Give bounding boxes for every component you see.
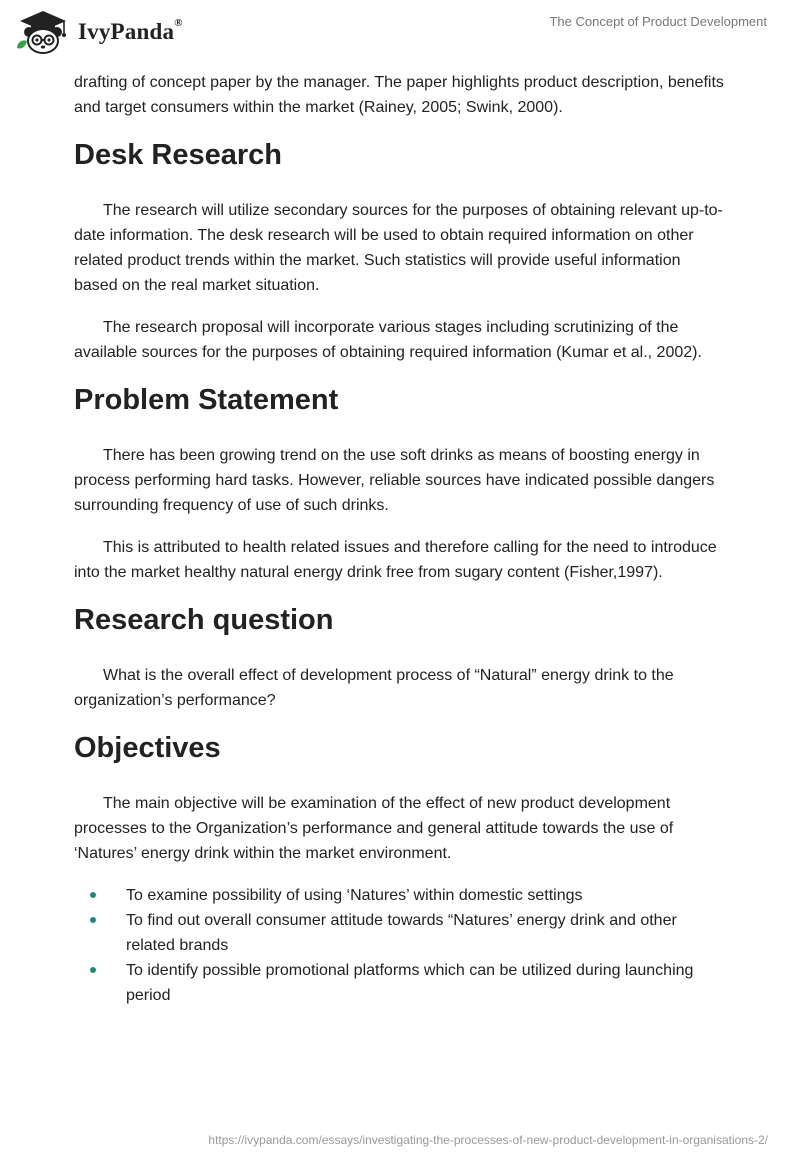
- paragraph: The main objective will be examination of the effect of new product development processes to the Organization’s performance and general attitude towards the use of ‘Natures’ energy drink within the market environment.: [74, 795, 674, 862]
- intro-paragraph: drafting of concept paper by the manager. The paper highlights product description, benefits and target consumers within the market (Rainey, 2005; Swink, 2000).: [74, 74, 724, 116]
- brand-name: IvyPanda®: [78, 17, 183, 44]
- paragraph: What is the overall effect of development process of “Natural” energy drink to the organization’s performance?: [74, 667, 674, 709]
- bullet-icon: [90, 967, 96, 973]
- objectives-list: [74, 883, 724, 1008]
- source-url[interactable]: https://ivypanda.com/essays/investigating-the-processes-of-new-product-development-in-organisations-2/: [208, 1133, 768, 1147]
- heading-problem-statement: Problem Statement: [74, 384, 339, 416]
- panda-graduate-icon: [14, 8, 72, 56]
- heading-desk-research: Desk Research: [74, 139, 282, 171]
- list-item: [74, 958, 724, 1008]
- bullet-icon: [90, 892, 96, 898]
- document-title: The Concept of Product Development: [549, 14, 767, 29]
- list-item: [74, 908, 724, 958]
- paragraph: There has been growing trend on the use soft drinks as means of boosting energy in process performing hard tasks. However, reliable sources have indicated possible dangers surrounding frequency of use of such drinks.: [74, 447, 715, 514]
- paragraph: The research proposal will incorporate various stages including scrutinizing of the available sources for the purposes of obtaining required information (Kumar et al., 2002).: [74, 319, 702, 361]
- list-item: [74, 883, 724, 908]
- list-item-text: To identify possible promotional platforms which can be utilized during launching period: [126, 962, 694, 1004]
- list-item-text: To find out overall consumer attitude towards “Natures’ energy drink and other related brands: [126, 912, 677, 954]
- article-body: [74, 70, 724, 1008]
- paragraph: This is attributed to health related issues and therefore calling for the need to introduce into the market healthy natural energy drink free from sugary content (Fisher,1997).: [74, 539, 717, 581]
- paragraph: The research will utilize secondary sources for the purposes of obtaining relevant up-to-date information. The desk research will be used to obtain required information on other related product trends within the market. Such statistics will provide useful information based on the real market situation.: [74, 202, 723, 294]
- page-header: [0, 0, 800, 70]
- bullet-icon: [90, 917, 96, 923]
- heading-research-question: Research question: [74, 604, 334, 636]
- ivypanda-logo[interactable]: [14, 8, 183, 56]
- list-item-text: To examine possibility of using ‘Natures’ within domestic settings: [126, 887, 583, 904]
- heading-objectives: Objectives: [74, 732, 221, 764]
